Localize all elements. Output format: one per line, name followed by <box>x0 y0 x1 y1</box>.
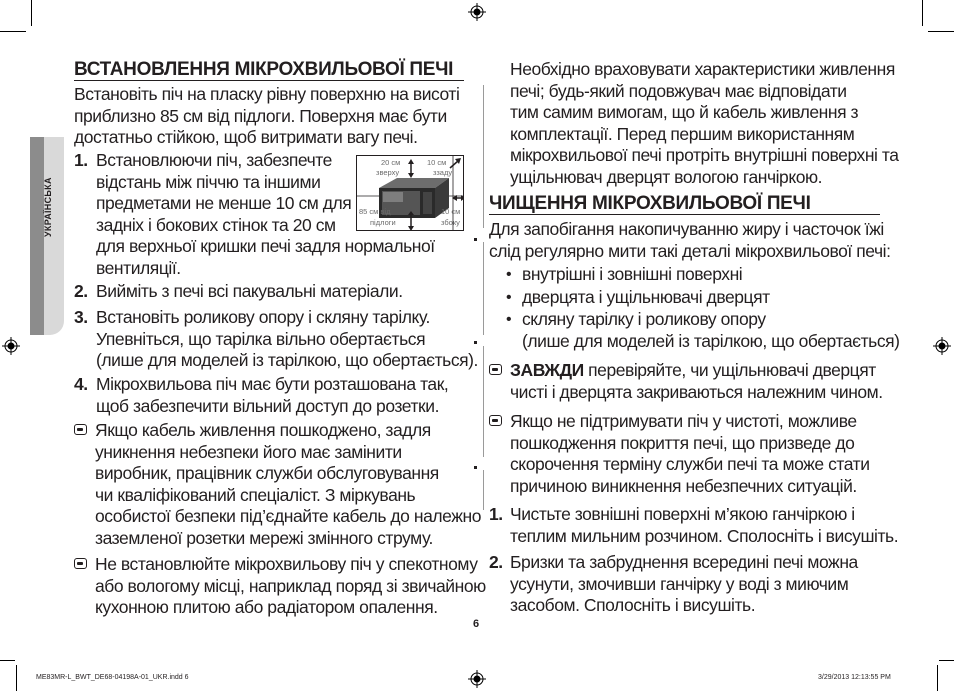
installation-intro <box>74 84 459 149</box>
installation-step-4 <box>74 374 474 417</box>
step-line: задніх і бокових стінок та 20 см <box>96 214 336 235</box>
list-item <box>506 264 886 286</box>
heading-underline <box>74 80 464 81</box>
paragraph-line: Необхідно враховувати характеристики живлення <box>510 59 895 79</box>
emphasis-text: ЗАВЖДИ <box>510 360 584 380</box>
paragraph-line: мікрохвильової печі протріть внутрішні поверхні та <box>510 145 899 165</box>
step-number: 2. <box>74 281 88 301</box>
column-separator <box>483 470 484 510</box>
crop-mark <box>939 660 954 661</box>
crop-mark <box>928 31 954 32</box>
note-line: скорочення терміну служби печі та може стати <box>510 454 870 474</box>
step-number: 4. <box>74 374 88 394</box>
fold-mark <box>474 466 477 469</box>
bullet-icon: • <box>506 266 512 283</box>
side-tab-dark-strip <box>30 137 44 335</box>
page-number: 6 <box>473 618 480 630</box>
note-line: чисті і дверцята закриваються належним чином. <box>510 381 883 402</box>
installation-step-3 <box>74 307 478 372</box>
note-keep-clean <box>489 411 889 497</box>
paragraph-line: печі; будь-який подовжувач має відповідати <box>510 80 847 101</box>
note-line: кухонною плитою або радіатором опалення. <box>95 597 438 617</box>
crop-mark <box>922 0 923 26</box>
cleaning-bullet-list <box>506 264 900 352</box>
step-line: вентиляції. <box>96 257 181 278</box>
step-line: Бризки та забруднення всередині печі можна <box>510 552 858 572</box>
paragraph-line: Для запобігання накопичуванню жиру і часточок їжі <box>489 219 884 239</box>
label-value: 10 см <box>427 158 447 167</box>
step-number: 3. <box>74 307 88 327</box>
paragraph-line: ущільнювач дверцят вологою ганчіркою. <box>510 166 823 187</box>
step-number: 2. <box>489 552 503 572</box>
step-line: щоб забезпечити вільний доступ до розетки. <box>96 395 439 416</box>
step-line: для верхньої кришки печі задля нормальної <box>96 236 435 256</box>
note-line: чи кваліфікований спеціаліст. З міркувань <box>95 484 416 505</box>
note-line: пошкодження покриття печі, що призведе до <box>510 432 855 453</box>
note-icon <box>74 424 87 435</box>
intro-line: достатньо стійкою, щоб витримати вагу печі. <box>74 127 418 147</box>
note-line <box>510 360 889 382</box>
note-line: Якщо не підтримувати піч у чистоті, можливе <box>510 411 857 431</box>
note-power-cable <box>74 420 481 549</box>
bullet-icon: • <box>506 288 512 306</box>
diagram-label-side-sub <box>441 219 460 227</box>
note-icon <box>74 558 87 569</box>
paragraph-line: комплектації. Перед першим використанням <box>510 123 855 144</box>
note-line: уникнення небезпеки його має замінити <box>95 441 402 462</box>
note-line: особистої безпеки під’єднайте кабель до належно <box>95 506 481 526</box>
label-text: підлоги <box>370 218 396 227</box>
cleaning-step-2 <box>489 552 889 617</box>
registration-mark-icon <box>468 3 486 21</box>
step-line: Мікрохвильова піч має бути розташована так, <box>96 374 449 394</box>
label-text: ззаду <box>433 168 453 177</box>
fold-mark <box>474 341 477 344</box>
note-icon <box>489 364 502 375</box>
label-text: зверху <box>376 168 400 177</box>
diagram-label-floor-sub <box>370 219 396 227</box>
label-text: збоку <box>441 218 460 227</box>
note-always-check <box>489 360 889 403</box>
diagram-label-side <box>441 208 460 216</box>
note-line: Якщо кабель живлення пошкоджено, задля <box>95 420 431 440</box>
side-tab-label: УКРАЇНСЬКА <box>43 177 53 237</box>
crop-mark <box>16 665 17 691</box>
crop-mark <box>0 660 15 661</box>
label-value: 85 см від <box>359 207 391 216</box>
section-heading-installation: ВСТАНОВЛЕННЯ МІКРОХВИЛЬОВОЇ ПЕЧІ <box>74 59 454 80</box>
crop-mark <box>31 0 32 26</box>
note-line: Не встановлюйте мікрохвильову піч у спекотному <box>95 554 478 574</box>
step-number: 1. <box>489 504 503 524</box>
crop-mark <box>0 31 26 32</box>
note-line: виробник, працівник служби обслуговування <box>95 463 439 483</box>
fold-mark <box>474 238 477 241</box>
power-requirements-text <box>510 59 899 188</box>
list-item-text: (лише для моделей із тарілкою, що обертається) <box>522 330 900 351</box>
step-line: предметами не менше 10 см для <box>96 193 352 213</box>
cleaning-intro <box>489 219 891 262</box>
list-item <box>506 287 886 309</box>
label-value: 20 см <box>381 158 401 167</box>
paragraph-line: слід регулярно мити такі деталі мікрохвильової печі: <box>489 240 891 261</box>
column-separator <box>483 242 484 335</box>
step-line: Вийміть з печі всі пакувальні матеріали. <box>96 281 403 301</box>
step-number: 1. <box>74 150 88 170</box>
column-separator <box>483 85 484 228</box>
diagram-label-back <box>427 159 446 167</box>
language-side-tab <box>30 137 64 335</box>
step-line: Чистьте зовнішні поверхні м’якою ганчіркою і <box>510 504 855 524</box>
step-line: засобом. Сполосніть і висушіть. <box>510 595 756 615</box>
step-line: Встановлюючи піч, забезпечте <box>96 150 332 170</box>
installation-step-2 <box>74 281 474 303</box>
cleaning-step-1 <box>489 504 899 547</box>
step-line: Встановіть роликову опору і скляну тарілку. <box>96 307 430 327</box>
footer-filename: ME83MR-L_BWT_DE68-04198A-01_UKR.indd 6 <box>36 674 189 681</box>
crop-mark <box>937 665 938 691</box>
note-text: перевіряйте, чи ущільнювачі дверцят <box>583 360 876 380</box>
paragraph-line: тим самим вимогам, що й кабель живлення з <box>510 102 859 122</box>
list-item <box>506 309 900 352</box>
step-line: теплим мильним розчином. Сполосніть і висушіть. <box>510 525 899 546</box>
diagram-label-top-sub <box>376 169 399 177</box>
column-separator <box>483 346 484 457</box>
heading-underline <box>489 214 880 215</box>
intro-line: приблизно 85 см від підлоги. Поверхня має бути <box>74 105 447 126</box>
note-location <box>74 554 486 619</box>
note-line: або вологому місці, наприклад поряд зі звичайною <box>95 575 486 596</box>
intro-line: Встановіть піч на пласку рівну поверхню на висоті <box>74 84 460 104</box>
registration-mark-icon <box>933 337 951 355</box>
note-icon <box>489 415 502 426</box>
diagram-label-floor <box>359 208 390 216</box>
list-item-text: скляну тарілку і роликову опору <box>522 309 766 329</box>
note-line: причиною виникнення небезпечних ситуацій. <box>510 475 857 496</box>
list-item-text: дверцята і ущільнювачі дверцят <box>522 286 770 307</box>
note-line: заземленої розетки мережі змінного струму. <box>95 527 433 548</box>
step-line: Упевніться, що тарілка вільно обертається <box>96 328 426 349</box>
list-item-text: внутрішні і зовнішні поверхні <box>522 264 743 284</box>
diagram-label-back-sub <box>433 169 452 177</box>
section-heading-cleaning: ЧИЩЕННЯ МІКРОХВИЛЬОВОЇ ПЕЧІ <box>489 193 811 214</box>
step-line: відстань між піччю та іншими <box>96 171 321 192</box>
bullet-icon: • <box>506 311 512 328</box>
step-line: усунути, змочивши ганчірку у воді з миючим <box>510 573 849 594</box>
registration-mark-icon <box>2 337 20 355</box>
diagram-label-top <box>381 159 400 167</box>
footer-timestamp: 3/29/2013 12:13:55 PM <box>818 674 891 681</box>
clearance-diagram <box>356 155 464 231</box>
registration-mark-icon <box>468 670 486 688</box>
step-line: (лише для моделей із тарілкою, що обертається). <box>96 350 478 370</box>
label-value: 10 см <box>441 207 461 216</box>
